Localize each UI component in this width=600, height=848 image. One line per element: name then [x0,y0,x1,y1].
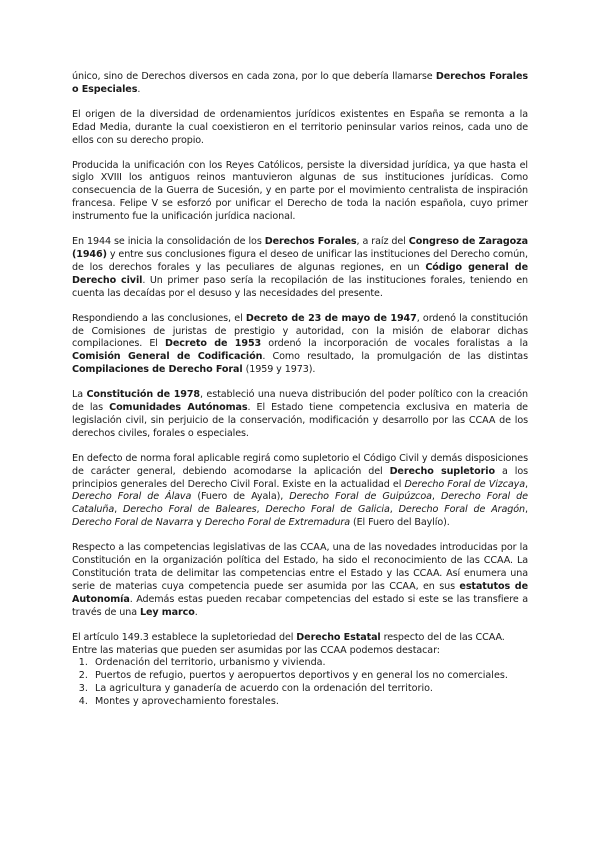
list-item: 2. Puertos de refugio, puertos y aeropuertos deportivos y en general los no comerciales. [91,670,528,683]
bold-term: Derecho Estatal [296,631,381,643]
body-paragraph [72,160,528,225]
text-run: . El Estado tiene competencia exclusiva en materia de legislación civil, sin perjuicio de la conservación, modificación y desarrollo por las CCAA de los derechos civiles, forales o especiales. [72,402,528,439]
body-paragraph [72,542,528,619]
text-run: , [389,504,399,516]
bold-term: Constitución de 1978 [86,389,201,401]
list-item: 3. La agricultura y ganadería de acuerdo con la ordenación del territorio. [91,683,528,696]
bold-term: Decreto de 1953 [164,338,262,350]
body-paragraph [72,632,528,658]
text-run: En 1944 se inicia la consolidación de los [72,236,265,248]
body-paragraph [72,389,528,441]
text-run: . Un primer paso sería la recopilación de las instituciones forales, teniendo en cuenta las decaídas por el desuso y las necesidades del presente. [72,274,528,299]
text-run: En defecto de norma foral aplicable regirá como supletorio el Código Civil y demás disposiciones de carácter general, debiendo acomodarse la aplicación del [72,452,528,477]
text-run: . Como resultado, la promulgación de las distintas [262,351,528,363]
text-run: El origen de la diversidad de ordenamientos jurídicos existentes en España se remonta a la Edad Media, durante la cual coexistieron en el territorio peninsular varios reinos, cada uno de ellos con su derecho propio. [72,108,528,146]
text-run: (1959 y 1973). [242,364,316,376]
body-paragraph [72,71,528,97]
bold-term: Derechos Forales [264,236,357,248]
text-run: , [114,504,123,516]
materias-list [72,657,528,709]
text-run: El artículo 149.3 establece la supletoriedad del [72,631,297,643]
body-paragraph [72,109,528,148]
italic-term: Derecho Foral de Guipúzcoa [289,491,432,503]
italic-term: Derecho Foral de Extremadura [204,517,350,529]
italic-term: Derecho Foral de Aragón [398,504,526,516]
italic-term: Derecho Foral de Vizcaya [404,478,526,490]
bold-term: Derecho supletorio [389,465,495,477]
text-run: , [256,504,266,516]
text-run: , estableció una nueva distribución del poder político con la creación de las [72,389,528,414]
text-run: único, sino de Derechos diversos en cada zona, por lo que debería llamarse [72,71,436,82]
body-paragraph [72,236,528,301]
italic-term: Derecho Foral de Navarra [72,517,194,529]
text-run: Producida la unificación con los Reyes Católicos, persiste la diversidad jurídica, ya que hasta el siglo XVIII los antiguos reinos mantuvieron algunas de sus instituciones jurídicas. Como consecuencia de la Guerra de Sucesión, y en parte por el movimiento centralista de inspiración francesa. Felipe V se esforzó por unificar el Derecho de toda la nación española, cuyo primer instrumento fue la unificación jurídica nacional. [72,159,528,223]
italic-term: Derecho Foral de Cataluña [72,491,528,516]
bold-term: Código general de Derecho civil [72,261,528,286]
text-run: (Fuero de Ayala), [191,491,290,503]
text-run: , [431,491,441,503]
list-item: 4. Montes y aprovechamiento forestales. [91,696,528,709]
text-run: y [193,517,205,529]
text-run: . [137,83,141,95]
bold-term: Comisión General de Codificación [72,351,263,363]
text-run: a los principios generales del Derecho Civil Foral. Existe en la actualidad el [72,465,528,490]
bold-term: estatutos de Autonomía [72,580,528,605]
text-run: Respondiendo a las conclusiones, el [72,312,246,324]
text-run: . [194,606,198,618]
bold-term: Congreso de Zaragoza (1946) [72,236,528,260]
italic-term: Derecho Foral de Galicia [265,504,390,516]
italic-term: Derecho Foral de Baleares [123,504,257,516]
body-paragraph [72,453,528,530]
bold-term: Ley marco [139,606,195,618]
text-run: , [525,478,528,490]
text-run: , [525,504,528,516]
text-run: ordenó la incorporación de vocales foralistas a la [261,338,528,350]
text-run: respecto del de las CCAA. Entre las materias que pueden ser asumidas por las CCAA podemos destacar: [72,631,505,656]
text-run: La [72,389,87,401]
text-run: y entre sus conclusiones figura el deseo de unificar las instituciones del Derecho común, de los derechos forales y las peculiares de algunas regiones, en un [72,248,528,273]
text-run: Respecto a las competencias legislativas de las CCAA, una de las novedades introducidas por la Constitución en la organización política del Estado, ha sido el reconocimiento de las CCAA. La Constitución trata de delimitar las competencias entre el Estado y las CCAA. Así enumera una serie de materias cuya competencia puede ser asumida por las CCAA, en sus [72,542,528,592]
text-run: (El Fuero del Baylío). [350,517,450,529]
body-paragraph [72,313,528,378]
document-body [72,71,528,657]
text-run: , ordenó la constitución de Comisiones de juristas de prestigio y autoridad, con la misión de elaborar dichas compilaciones. El [72,312,528,350]
text-run: . Además estas pueden recabar competencias del estado si este se las transfiere a través de una [72,593,528,618]
bold-term: Comunidades Autónomas [109,402,248,414]
bold-term: Decreto de 23 de mayo de 1947 [245,312,417,324]
bold-term: Compilaciones de Derecho Foral [72,364,243,376]
list-item: 1. Ordenación del territorio, urbanismo y vivienda. [91,657,528,670]
text-run: , a raíz del [356,236,409,248]
italic-term: Derecho Foral de Álava [72,491,192,503]
bold-term: Derechos Forales o Especiales [72,71,528,95]
